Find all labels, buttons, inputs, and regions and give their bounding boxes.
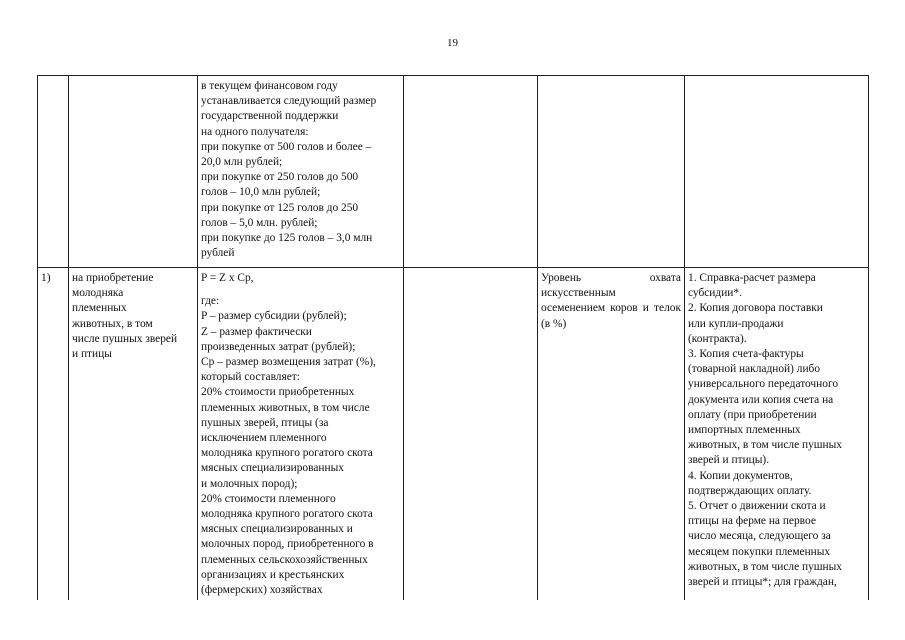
text-line: племенных (72, 302, 127, 315)
text-line: 3. Копия счета-фактуры (688, 348, 804, 361)
text-line: голов – 10,0 млн рублей; (201, 186, 321, 199)
text-line: молодняка крупного рогатого скота (201, 447, 373, 460)
cell-empty (404, 76, 538, 268)
page-number: 19 (447, 37, 458, 49)
cell-number (38, 76, 69, 268)
cell-empty (404, 268, 538, 601)
text-line: подтверждающих оплату. (688, 484, 812, 497)
text-line: молочных пород, приобретенного в (201, 538, 374, 551)
text-line: число месяца, следующего за (688, 530, 831, 543)
text-line: мясных специализированных и (201, 523, 353, 536)
cell-number (38, 268, 69, 601)
text-line: и птицы (72, 348, 112, 361)
text-line: молодняка крупного рогатого скота (201, 508, 373, 521)
text-line: 20% стоимости приобретенных (201, 386, 355, 399)
table-row-item-1 (38, 268, 869, 601)
text-line: универсального передаточного (688, 378, 839, 391)
text-line: зверей и птицы*; для граждан, (688, 576, 837, 589)
text-line: где: (201, 295, 220, 308)
text-line: Cp – размер возмещения затрат (%), (201, 356, 376, 369)
text-line: при покупке от 125 голов до 250 (201, 201, 359, 214)
cell-indicator (538, 76, 685, 268)
cell-calculation (198, 76, 404, 268)
cell-documents (685, 76, 869, 268)
indicator-text: Уровень охвата искусственным осеменением коров и телок (в %) (541, 272, 681, 330)
text-line: 2. Копия договора поставки (688, 302, 823, 315)
text-line: животных, в том числе пушных (688, 439, 842, 452)
text-line: организациях и крестьянских (201, 568, 345, 581)
text-line: 20% стоимости племенного (201, 492, 336, 505)
text-line: месяцем покупки племенных (688, 545, 831, 558)
table-row-continuation (38, 76, 869, 268)
text-line: (товарной накладной) либо (688, 363, 821, 376)
text-line: P – размер субсидии (рублей); (201, 310, 347, 323)
text-line: (фермерских) хозяйствах (201, 584, 323, 597)
item-number: 1) (41, 272, 51, 284)
text-line: мясных специализированных (201, 462, 344, 475)
text-line: на приобретение (72, 272, 154, 284)
text-line: при покупке от 500 голов и более – (201, 140, 372, 153)
text-line: государственной поддержки (201, 110, 339, 123)
text-line: и молочных пород); (201, 477, 298, 490)
text-line: при покупке от 250 голов до 500 (201, 171, 359, 184)
text-line: при покупке до 125 голов – 3,0 млн (201, 232, 373, 245)
text-line: (контракта). (688, 332, 747, 345)
text-line: животных, в том (72, 317, 153, 330)
cell-indicator (538, 268, 685, 601)
text-line: птицы на ферме на первое (688, 515, 816, 528)
cell-name (69, 268, 198, 601)
text-line: зверей и птицы). (688, 454, 770, 467)
text-line: Z – размер фактически (201, 325, 312, 338)
text-line: документа или копия счета на (688, 393, 834, 406)
text-line: 5. Отчет о движении скота и (688, 500, 826, 513)
text-line: субсидии*. (688, 287, 742, 300)
text-line: в текущем финансовом году (201, 80, 338, 92)
formula: P = Z x Cp, (201, 272, 254, 284)
text-line: 1. Справка-расчет размера (688, 272, 816, 284)
text-line: 4. Копии документов, (688, 469, 793, 482)
subsidy-table (37, 75, 869, 600)
text-line: рублей (201, 247, 235, 260)
text-line: молодняка (72, 287, 124, 300)
text-line: произведенных затрат (рублей); (201, 340, 356, 353)
text-line: который составляет: (201, 371, 300, 384)
text-line: на одного получателя: (201, 125, 309, 138)
text-line: устанавливается следующий размер (201, 95, 377, 108)
text-line: 20,0 млн рублей; (201, 156, 283, 169)
cell-calculation (198, 268, 404, 601)
text-line: племенных животных, в том числе (201, 401, 370, 414)
text-line: животных, в том числе пушных (688, 560, 842, 573)
text-line: импортных племенных (688, 424, 801, 437)
cell-documents (685, 268, 869, 601)
text-line: пушных зверей, птицы (за (201, 416, 329, 429)
text-line: числе пушных зверей (72, 332, 178, 345)
cell-name (69, 76, 198, 268)
text-line: племенных сельскохозяйственных (201, 553, 368, 566)
text-line: или купли-продажи (688, 317, 784, 330)
text-line: исключением племенного (201, 432, 327, 445)
text-line: голов – 5,0 млн. рублей; (201, 216, 318, 229)
text-line: оплату (при приобретении (688, 408, 817, 421)
